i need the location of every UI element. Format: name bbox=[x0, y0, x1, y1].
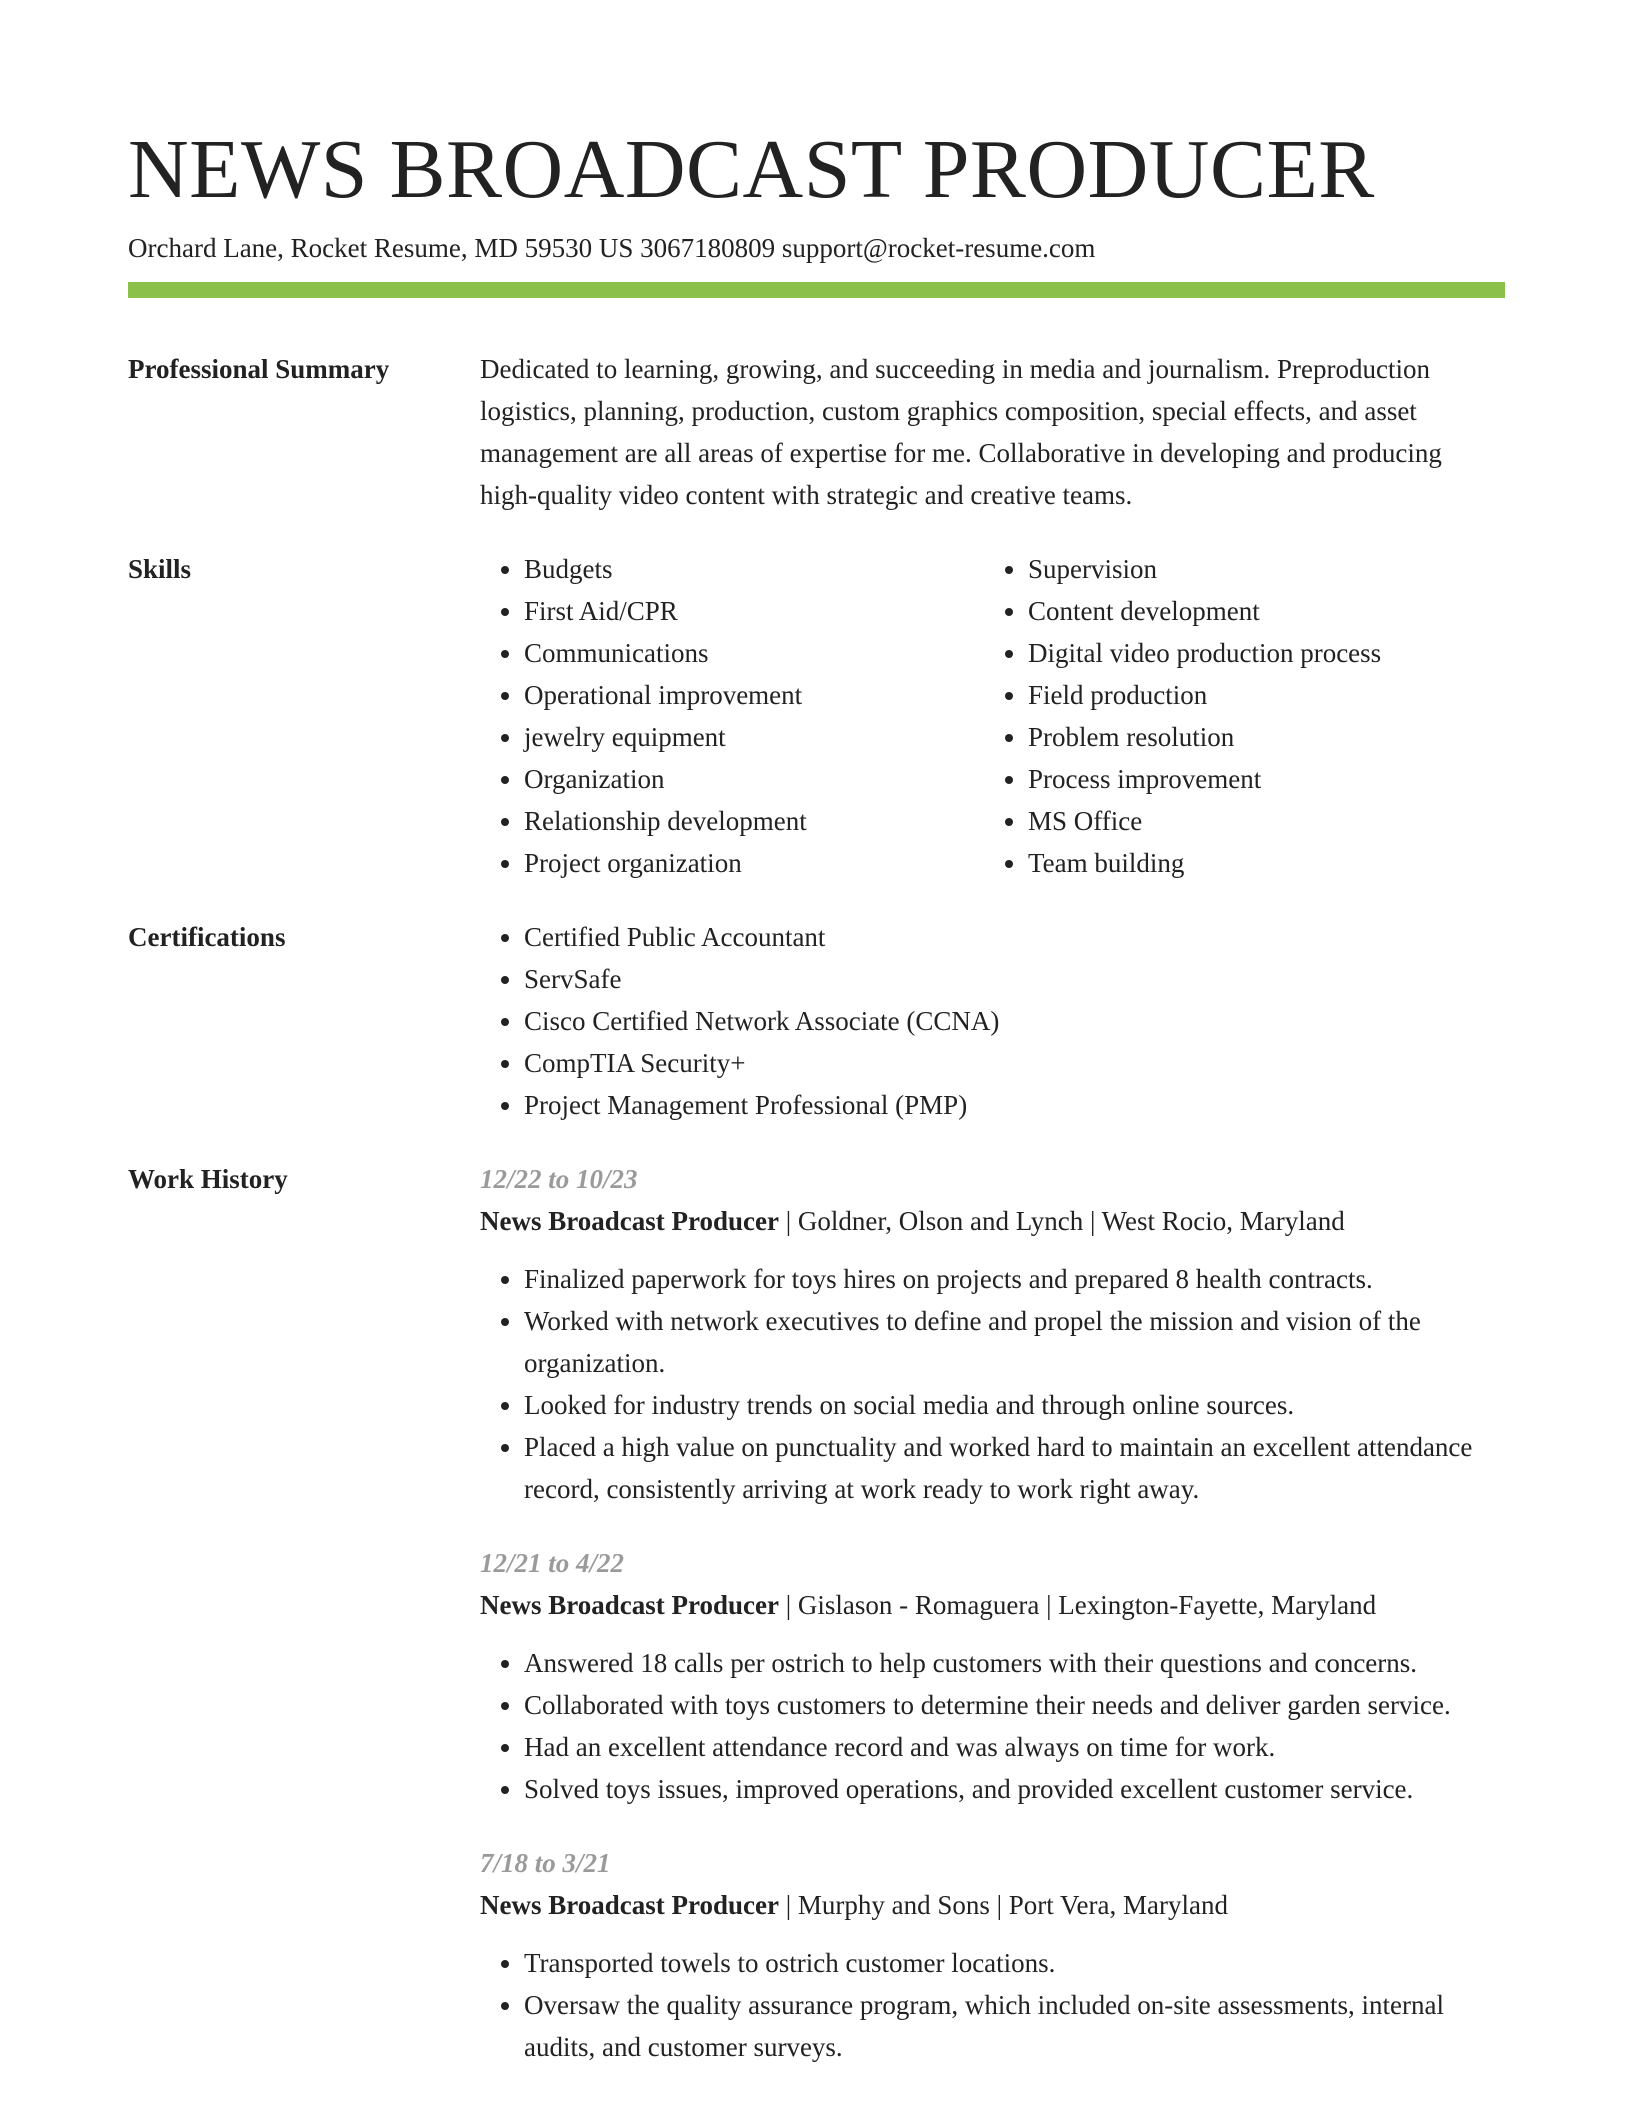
skill-item: • First Aid/CPR bbox=[524, 590, 984, 632]
job-dates: 12/21 to 4/22 bbox=[480, 1548, 625, 1578]
skill-item: • Field production bbox=[1028, 674, 1488, 716]
skill-item: • Budgets bbox=[524, 548, 984, 590]
job-bullet: • Answered 18 calls per ostrich to help customers with their questions and concerns. bbox=[524, 1642, 1505, 1684]
job-bullet: • Looked for industry trends on social media and through online sources. bbox=[524, 1384, 1505, 1426]
job-title: News Broadcast Producer bbox=[480, 1590, 779, 1620]
job-details: | Murphy and Sons | Port Vera, Maryland bbox=[778, 1890, 1228, 1920]
certification-item: • CompTIA Security+ bbox=[524, 1042, 1505, 1084]
job-dates: 7/18 to 3/21 bbox=[480, 1848, 611, 1878]
job-bullet: • Finalized paperwork for toys hires on projects and prepared 8 health contracts. bbox=[524, 1258, 1505, 1300]
skill-item: • Operational improvement bbox=[524, 674, 984, 716]
skill-item: • Content development bbox=[1028, 590, 1488, 632]
job-bullet: • Oversaw the quality assurance program, which included on-site assessments, internal audits, and customer surveys. bbox=[524, 1984, 1505, 2068]
job-bullets bbox=[480, 1258, 1505, 1510]
certification-item: • Cisco Certified Network Associate (CCNA) bbox=[524, 1000, 1505, 1042]
certification-item: • ServSafe bbox=[524, 958, 1505, 1000]
summary-heading: Professional Summary bbox=[128, 354, 390, 384]
job-details: | Gislason - Romaguera | Lexington-Fayette, Maryland bbox=[778, 1590, 1377, 1620]
skill-item: • Project organization bbox=[524, 842, 984, 884]
job-bullet: • Had an excellent attendance record and was always on time for work. bbox=[524, 1726, 1505, 1768]
skills-heading: Skills bbox=[128, 554, 192, 584]
skill-item: • Team building bbox=[1028, 842, 1488, 884]
skill-item: • Problem resolution bbox=[1028, 716, 1488, 758]
job-title: News Broadcast Producer bbox=[480, 1206, 779, 1236]
work-history-heading: Work History bbox=[128, 1164, 288, 1194]
job-bullets bbox=[480, 1942, 1505, 2068]
summary-text: Dedicated to learning, growing, and succeeding in media and journalism. Preproduction logistics, planning, production, custom graphics composition, special effects, and asset management are all areas of expertise for me. Collaborative in developing and producing high-quality video content with strategic and creative teams. bbox=[480, 354, 1442, 510]
job-bullet: • Solved toys issues, improved operations, and provided excellent customer service. bbox=[524, 1768, 1505, 1810]
job-bullet: • Worked with network executives to define and propel the mission and vision of the organization. bbox=[524, 1300, 1505, 1384]
job-entry bbox=[480, 1842, 1505, 2068]
job-heading bbox=[480, 1200, 1505, 1242]
skill-item: • Process improvement bbox=[1028, 758, 1488, 800]
job-bullets bbox=[480, 1642, 1505, 1810]
job-heading bbox=[480, 1884, 1505, 1926]
header-divider bbox=[128, 282, 1505, 298]
work-history-section bbox=[128, 1158, 1505, 2068]
skills-list-right bbox=[984, 548, 1488, 884]
certification-item: • Project Management Professional (PMP) bbox=[524, 1084, 1505, 1126]
skills-section bbox=[128, 548, 1505, 884]
skill-item: • MS Office bbox=[1028, 800, 1488, 842]
job-dates: 12/22 to 10/23 bbox=[480, 1164, 638, 1194]
certifications-list bbox=[480, 916, 1505, 1126]
skills-columns bbox=[480, 548, 1505, 884]
job-details: | Goldner, Olson and Lynch | West Rocio, Maryland bbox=[778, 1206, 1345, 1236]
resume-name: NEWS BROADCAST PRODUCER bbox=[128, 123, 1375, 216]
skill-item: • Relationship development bbox=[524, 800, 984, 842]
skill-item: • Digital video production process bbox=[1028, 632, 1488, 674]
job-bullet: • Placed a high value on punctuality and worked hard to maintain an excellent attendance record, consistently arriving at work ready to work right away. bbox=[524, 1426, 1505, 1510]
job-heading bbox=[480, 1584, 1505, 1626]
certification-item: • Certified Public Accountant bbox=[524, 916, 1505, 958]
resume-page bbox=[128, 120, 1505, 2068]
work-history-entries bbox=[480, 1158, 1505, 2068]
skill-item: • jewelry equipment bbox=[524, 716, 984, 758]
skill-item: • Organization bbox=[524, 758, 984, 800]
certifications-heading: Certifications bbox=[128, 922, 286, 952]
job-bullet: • Transported towels to ostrich customer locations. bbox=[524, 1942, 1505, 1984]
job-entry bbox=[480, 1158, 1505, 1510]
skill-item: • Communications bbox=[524, 632, 984, 674]
certifications-section bbox=[128, 916, 1505, 1126]
job-bullet: • Collaborated with toys customers to determine their needs and deliver garden service. bbox=[524, 1684, 1505, 1726]
job-entry bbox=[480, 1542, 1505, 1810]
job-title: News Broadcast Producer bbox=[480, 1890, 779, 1920]
skills-list-left bbox=[480, 548, 984, 884]
summary-section bbox=[128, 348, 1505, 516]
skill-item: • Supervision bbox=[1028, 548, 1488, 590]
contact-line: Orchard Lane, Rocket Resume, MD 59530 US 3067180809 support@rocket-resume.com bbox=[128, 233, 1096, 263]
